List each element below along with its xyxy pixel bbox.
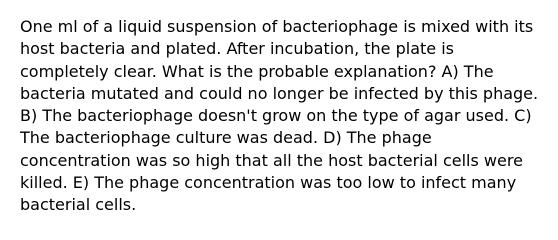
question-line: concentration was so high that all the host bacterial cells were [20, 150, 523, 170]
question-line: One ml of a liquid suspension of bacteriophage is mixed with its [20, 17, 534, 36]
question-line: B) The bacteriophage doesn't grow on the type of agar used. C) [20, 106, 532, 126]
question-line: killed. E) The phage concentration was too low to infect many [20, 173, 517, 193]
question-text [20, 16, 542, 217]
question-line: bacterial cells. [20, 195, 137, 215]
question-line: bacteria mutated and could no longer be infected by this phage. [20, 83, 539, 103]
question-line: The bacteriophage culture was dead. D) The phage [20, 128, 432, 148]
question-line: host bacteria and plated. After incubation, the plate is [20, 39, 454, 59]
question-line: completely clear. What is the probable explanation? A) The [20, 61, 494, 81]
